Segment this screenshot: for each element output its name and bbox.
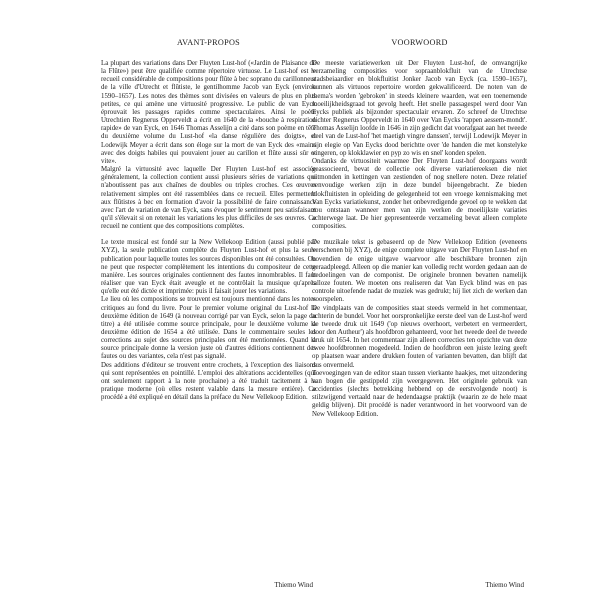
paragraph: Le lieu où les compositions se trouvent est toujours mentionné dans les notes critiques au fond du livre. Pour le premier volume original du Lust-hof la deuxième édition de 1649 (à nouveau corrigé par van Eyck, selon la page du titre) a été utilisée comme source principale, pour le deuxième volume la deuxième édition de 1654 a été utilisée. Dans le commentaire seules les corrections au sujet des sources principales ont été mentionnées. Quand la source principale donne la version juste où d'autres éditions contiennent des fautes ou des variantes, cela n'est pas signalé. [101, 296, 316, 361]
body-text-french [101, 60, 316, 402]
page-heading-avant-propos: AVANT-PROPOS [176, 38, 241, 47]
right-column-dutch [312, 38, 527, 589]
paragraph: Ondanks de virtuositeit waarmee Der Fluyten Lust-hof doorgaans wordt geassocieerd, bevat de collectie ook diverse variatiereeksen die niet uitmonden in kettingen van zestienden of nog snellere noten. Deze relatief eenvoudige werken zijn in deze bundel bijeengebracht. Ze bieden blokfluitisten in opleiding de gelegenheid tot een vroege kennismaking met Van Eycks variatiekunst, zonder het onbevredigende gevoel op te wekken dat zou ontstaan wanneer men van zijn werken de moeilijkste variaties achterwege laat. De hier gepresenteerde verzameling bevat alleen complete composities. [312, 157, 527, 231]
paragraph: Des additions d'éditeur se trouvent entre crochets, à l'exception des liaisons qui sont représentées en pointillé. L'emploi des altérations accidentelles (qui ont seulement rapport à la note prochaine) a été traduit tacitement à la pratique moderne (où elles restent valable dans la mesure entière). Ce procédé a été expliqué en détail dans la préface du New Vellekoop Edition. [101, 361, 316, 402]
paragraph: Malgré la virtuosité avec laquelle Der Fluyten Lust-hof est associée généralement, la collection contient aussi plusieurs séries de variations qui n'aboutissent pas aux chaînes de doubles ou triples croches. Ces œuvres relativement simples ont été rassemblées dans ce recueil. Elles permettent aux flûtistes à bec en formation d'avoir la possibilité de faire connaissance avec l'art de variation de van Eyck, sans évoquer le sentiment peu satisfaisant qu'il s'élevait si on retenait les variations les plus difficiles de ses œuvres. Ce recueil ne contient que des compositions complètes. [101, 166, 316, 231]
signature: Thiemo Wind [485, 581, 524, 589]
body-text-dutch [312, 60, 527, 419]
paragraph: Toevoegingen van de editor staan tussen vierkante haakjes, met uitzondering van bogen die gestippeld zijn weergegeven. Het originele gebruik van accidenties (slechts betrekking hebbend op de eerstvolgende noot) is stilzwijgend vertaald naar de hedendaagse praktijk (waarin ze de hele maat geldig blijven). Dit procédé is nader verantwoord in het voorwoord van de New Vellekoop Edition. [312, 369, 527, 418]
paragraph: De vindplaats van de composities staat steeds vermeld in het commentaar, achterin de bundel. Voor het oorspronkelijke eerste deel van de Lust-hof werd de tweede druk uit 1649 ('op nieuws overhoort, verbetert en vermeerdert, door den Autheur') als hoofdbron gehanteerd, voor het tweede deel de tweede druk uit 1654. In het commentaar zijn alleen correcties ten opzichte van deze twee hoofdbronnen mogedeeld. Indien de hoofdbron een juiste lezing geeft op plaatsen waar andere drukken fouten of varianten bevatten, dan blijft dat dus onvermeld. [312, 304, 527, 369]
left-column-french [101, 38, 316, 589]
paragraph: Le texte musical est fondé sur la New Vellekoop Edition (aussi publié par XYZ), la seule publication complète du Fluyten Lust-hof et plus la seule publication pour laquelle toutes les sources disponibles ont été consultées. On ne peut que respecter complètement les intentions du compositeur de cette manière. Les sources originales contiennent des fautes innombrables. Il faut réaliser que van Eyck était aveugle et ne contrôlait la musique qu'après qu'elle eut été dictée et imprimée: puis il faisait jouer les variations. [101, 239, 316, 296]
signature: Thiemo Wind [274, 581, 313, 589]
paragraph: De meeste variatiewerken uit Der Fluyten Lust-hof, de omvangrijke verzameling composities voor sopraanblokfluit van de Utrechtse stadsbeiaardier en blokfluitist Jonker Jacob van Eyck (ca. 1590–1657), kunnen als virtuoos repertoire worden gekwalificeerd. De noten van de thema's worden 'gebroken' in steeds kleinere waarden, wat een toenemende moeilijkheidsgraad tot gevolg heeft. Het snelle passagespel werd door Van Eycks publiek als bijzonder spectaculair ervaren. Zo schreef de Utrechtse dichter Regnerus Opperveldt in 1640 over Van Eycks 'rappen aessem-mondt'. Thomas Asselijn loofde in 1646 in zijn gedicht dat voorafgaat aan het tweede deel van de Lust-hof 'het maetigh vingre danssen', terwijl Lodewijk Meyer in zijn elegie op Van Eycks dood berichtte over 'de handen die met konstelyke vingeren, op klokklawier en pyp zo wis en snel' konden spelen. [312, 60, 527, 157]
paragraph: De muzikale tekst is gebaseerd op de New Vellekoop Edition (eveneens verschenen bij XYZ), de enige complete uitgave van Der Fluyten Lust-hof en bovendien de enige uitgave waarvoor alle beschikbare bronnen zijn geraadpleegd. Alleen op die manier kan volledig recht worden gedaan aan de bedoelingen van de componist. De originele bronnen bevatten namelijk talloze fouten. We moeten ons realiseren dat Van Eyck blind was en pas controle uitoefende nadat de muziek was gedrukt; hij liet zich de werken dan voorspelen. [312, 239, 527, 304]
page-heading-voorwoord: VOORWOORD [391, 38, 448, 47]
paragraph: La plupart des variations dans Der Fluyten Lust-hof («Jardin de Plaisance de la Flûte») peut être qualifiée comme répertoire virtuose. Le Lust-hof est le recueil considérable de compositions pour flûte à bec soprano du carillonneur de la ville d'Utrecht et flûtiste, le gentilhomme Jacob van Eyck (environ 1590–1657). Les notes des thèmes sont divisées en valeurs de plus en plus petites, ce qui amène une virtuosité progressive. Le public de van Eyck éprouvait les passages rapides comme spectaculaires. Ainsi le poète Utrechtien Regnerus Opperveldt a écrit en 1640 de la «bouche à respiration rapide» de van Eyck, en 1646 Thomas Asselijn a cité dans son poème en tête du deuxième volume du Lust-hof «la danse régulière des doigts», et Lodewijk Meyer a écrit dans son éloge sur la mort de van Eyck des «mains avec des doigts habiles qui pouvaient jouer au carillon et flûte aussi sûr et vite». [101, 60, 316, 165]
